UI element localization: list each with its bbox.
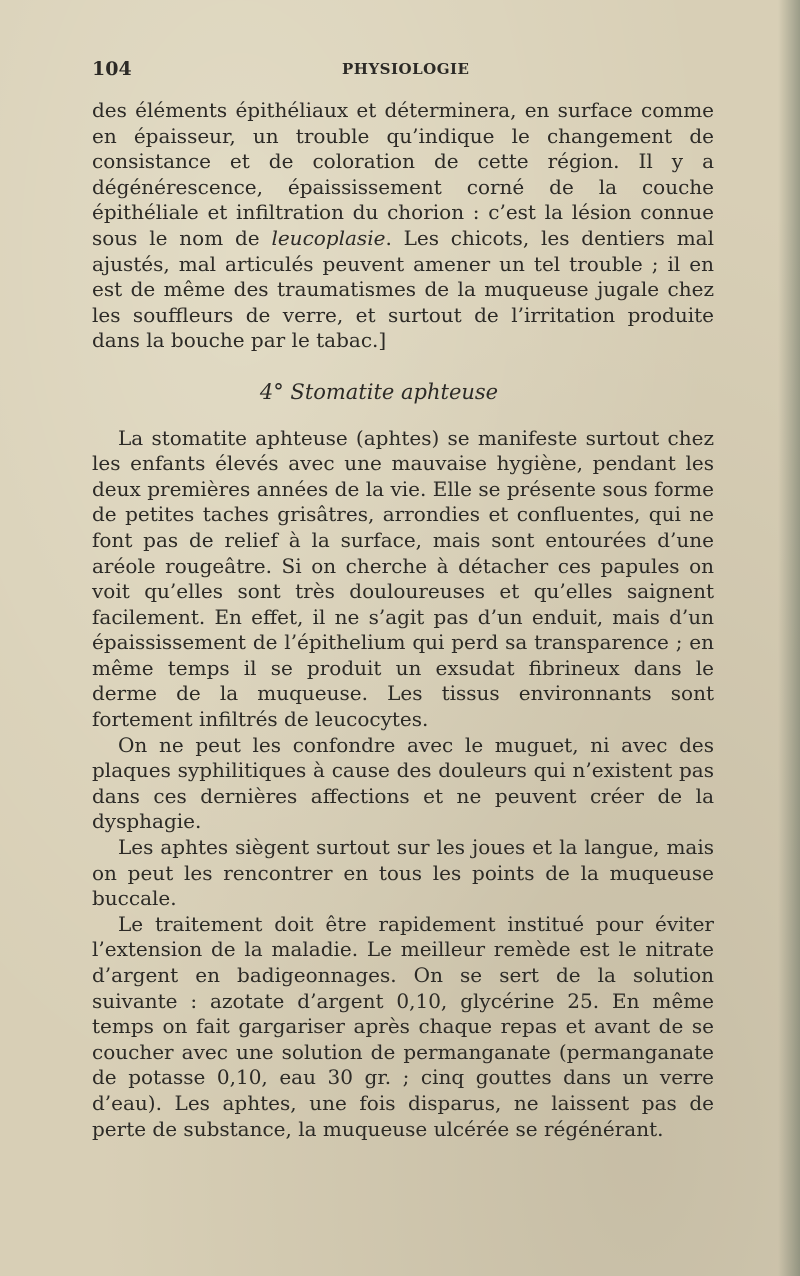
paragraph-description: La stomatite aphteuse (aphtes) se manifeste surtout chez les enfants élevés avec une mauvaise hygiène, pendant les deux premières années de la vie. Elle se présente sous forme de petites taches grisâtres, arrondies et confluentes, qui ne font pas de relief à la surface, mais sont entourées d’une aréole rougeâtre. Si on cherche à détacher ces papules on voit qu’elles sont très douloureuses et qu’elles saignent facilement. En effet, il ne s’agit pas d’un enduit, mais d’un épaississement de l’épithelium qui perd sa transparence ; en même temps il se produit un exsudat fibrineux dans le derme de la muqueuse. Les tissus environnants sont fortement infiltrés de leucocytes. bbox=[92, 425, 714, 732]
paragraph-continuation bbox=[92, 98, 714, 354]
paragraph-1-end: . Les chicots, les dentiers mal ajustés, mal articulés peuvent amener un tel trouble ; il en est de même des traumatismes de la muqueuse jugale chez les souffleurs de verre, et surtout de l’irritation produite dans la bouche par le tabac.] bbox=[92, 225, 714, 353]
page-number: 104 bbox=[92, 58, 132, 80]
paragraph-location: Les aphtes siègent surtout sur les joues et la langue, mais on peut les rencontrer en tous les points de la muqueuse buccale. bbox=[92, 835, 714, 911]
running-head: PHYSIOLOGIE bbox=[342, 60, 470, 78]
page-header bbox=[92, 58, 714, 82]
page-edge-shadow bbox=[778, 0, 800, 1276]
paragraph-treatment: Le traitement doit être rapidement institué pour éviter l’extension de la maladie. Le meilleur remède est le nitrate d’argent en badigeonnages. On se sert de la solution suivante : azotate d’argent 0,10, glycérine 25. En même temps on fait gargariser après chaque repas et avant de se coucher avec une solution de permanganate (permanganate de potasse 0,10, eau 30 gr. ; cinq gouttes dans un verre d’eau). Les aphtes, une fois disparus, ne laissent pas de perte de substance, la muqueuse ulcérée se régénérant. bbox=[92, 911, 714, 1141]
section-title: 4° Stomatite aphteuse bbox=[259, 379, 499, 404]
paragraph-1-text: des éléments épithéliaux et déterminera, en surface comme en épaisseur, un trouble qu’indique le changement de consistance et de coloration de cette région. Il y a dégénérescence, épaississement corné de la couche épithéliale et infiltration du chorion : c’est la lésion connue sous le nom de bbox=[92, 98, 714, 250]
paragraph-differential: On ne peut les confondre avec le muguet, ni avec des plaques syphilitiques à cause des douleurs qui n’existent pas dans ces dernières affections et ne peuvent créer de la dysphagie. bbox=[92, 732, 714, 834]
term-leucoplasie: leucoplasie bbox=[271, 225, 386, 250]
body-text bbox=[92, 98, 714, 1142]
